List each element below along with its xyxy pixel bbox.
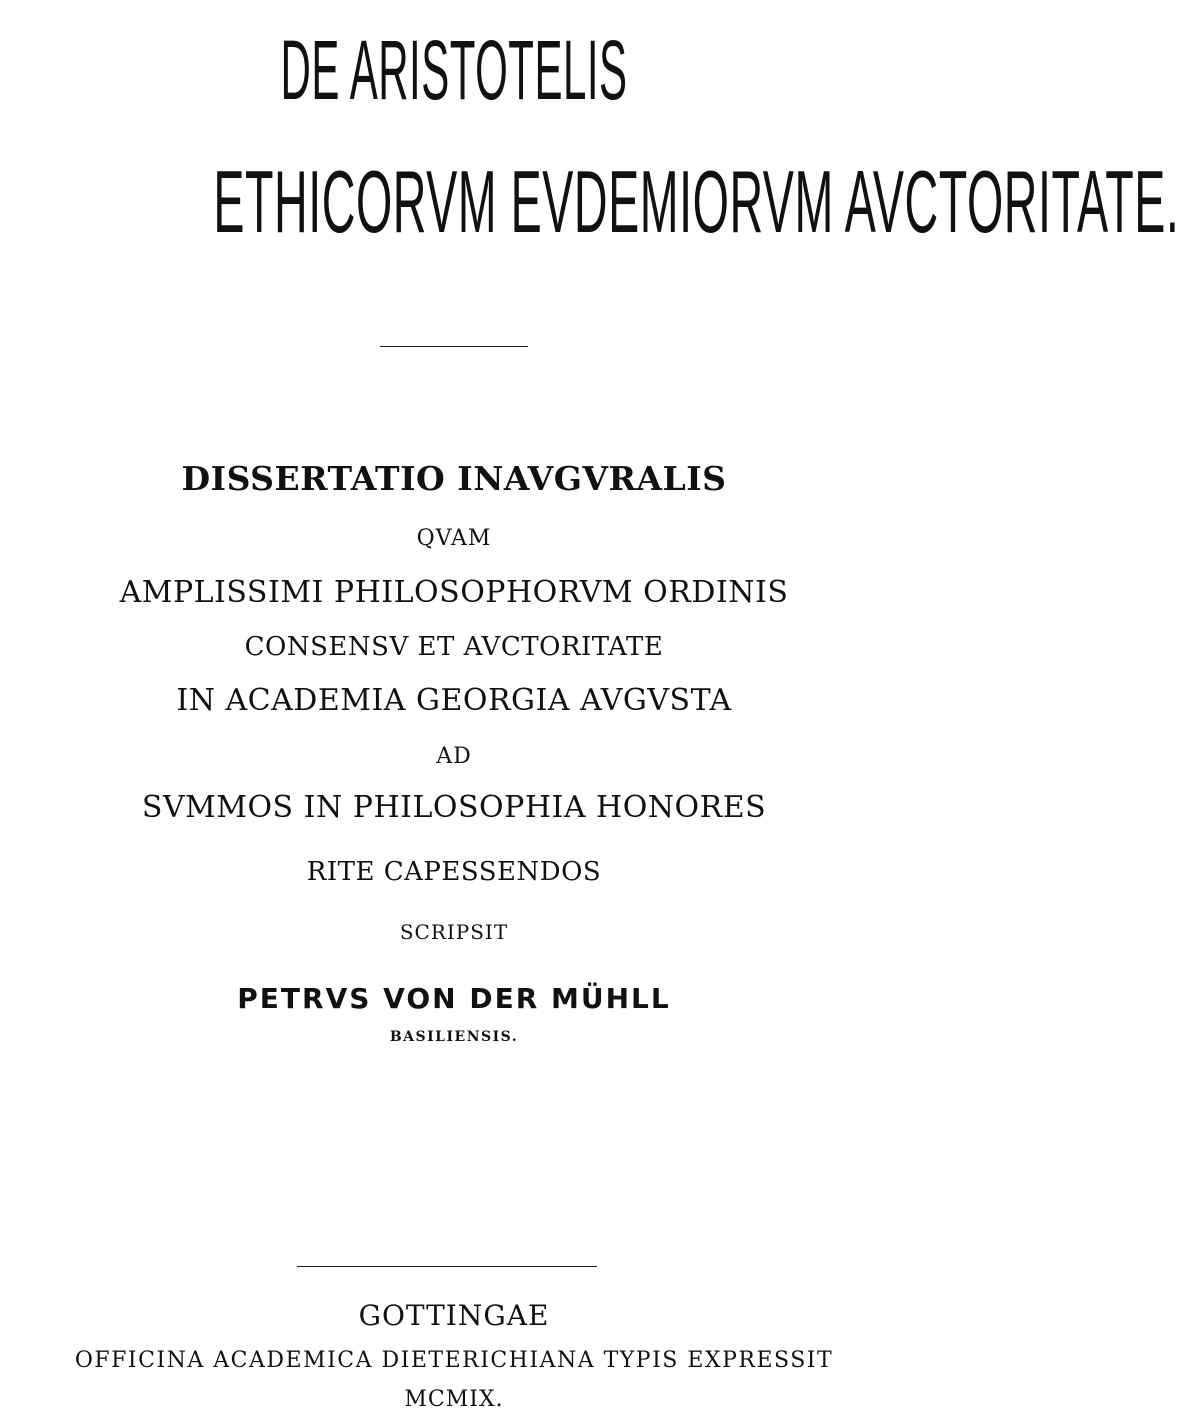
dissertation-ad: AD [436,744,472,769]
main-title-line-2: ETHICORVM EVDEMIORVM AVCTORITATE. [213,152,1179,251]
dissertation-quam: QVAM [416,526,492,551]
dissertation-scripsit: SCRIPSIT [399,920,509,944]
imprint-city: GOTTINGAE [358,1299,550,1332]
author-origin: BASILIENSIS. [389,1029,519,1045]
dissertation-amplissimi: AMPLISSIMI PHILOSOPHORVM ORDINIS [119,575,789,610]
dissertation-summos: SVMMOS IN PHILOSOPHIA HONORES [141,790,767,825]
lower-divider-rule [297,1266,597,1267]
author-name: PETRVS VON DER MÜHLL [237,982,671,1015]
upper-divider-rule [380,346,528,347]
imprint-publisher: OFFICINA ACADEMICA DIETERICHIANA TYPIS EXPRESSIT [74,1348,834,1373]
dissertation-consensu: CONSENSV ET AVCTORITATE [244,632,664,662]
dissertation-heading: DISSERTATIO INAVGVRALIS [181,459,727,498]
dissertation-academia: IN ACADEMIA GEORGIA AVGVSTA [176,683,732,718]
main-title-line-1: DE ARISTOTELIS [280,23,628,117]
dissertation-rite: RITE CAPESSENDOS [306,857,602,887]
imprint-year: MCMIX. [404,1387,504,1412]
